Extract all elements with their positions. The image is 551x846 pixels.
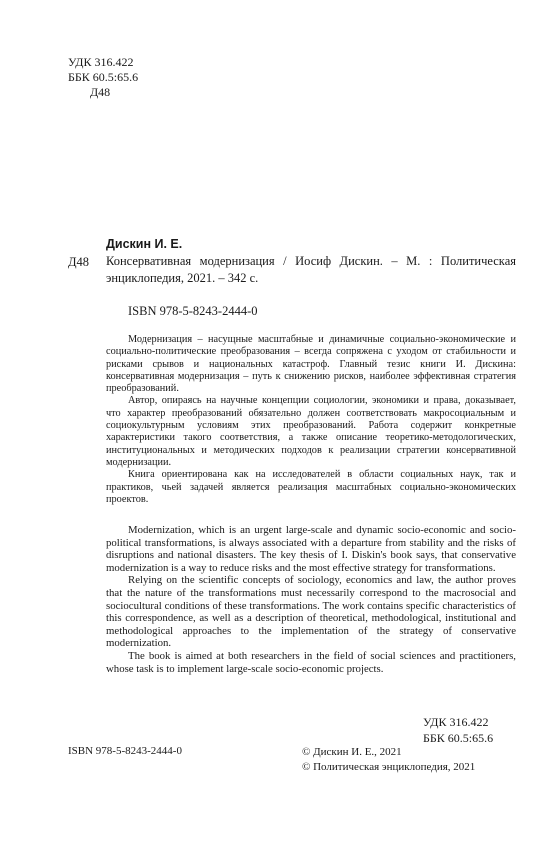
abstract-ru-paragraph: Книга ориентирована как на исследователей в области социальных наук, так и практиков, чьей задачей является реализация масштабных социально-экономических проектов. [106,469,516,505]
author-mark: Д48 [90,85,111,99]
abstract-en-paragraph: Modernization, which is an urgent large-scale and dynamic socio-economic and socio-political transformations, is always associated with a departure from stability and the risks of disruptions and national disasters. The key thesis of I. Diskin's book says, that conservative modernization is a way to reduce risks and the most effective strategy for transformations. [106,524,516,574]
copyright-block [302,745,475,775]
catalog-author-mark: Д48 [68,255,90,269]
udk-code: УДК 316.422 [68,55,134,69]
isbn-main: ISBN 978-5-8243-2444-0 [128,304,258,318]
abstract-english [106,524,516,675]
top-classification-codes [68,55,138,100]
bibliographic-entry [106,236,516,287]
author-name: Дискин И. Е. [106,237,183,251]
isbn-bottom: ISBN 978-5-8243-2444-0 [68,745,182,757]
bibliographic-description: Консервативная модернизация / Иосиф Дискин. – М. : Политическая энциклопедия, 2021. – 342 с. [106,254,516,285]
copyright-publisher: © Политическая энциклопедия, 2021 [302,761,476,773]
abstract-ru-paragraph: Модернизация – насущные масштабные и динамичные социально-экономические и социально-политические преобразования – всегда сопряжена с уходом от стабильности и рисками срывов и национальных катастроф. Главный тезис книги И. Дискина: консервативная модернизация – путь к снижению рисков, наиболее эффективная стратегия преобразований. [106,334,516,395]
abstract-ru-paragraph: Автор, опираясь на научные концепции социологии, экономики и права, доказывает, что характер преобразований обязательно должен соответствовать макросоциальным и социокультурным условиям этих преобразований. Работа содержит конкретные характеристики такого соответствия, а также описание теоретико-методологических, институциональных и методических подходов к реализации стратегии консервативной модернизации. [106,395,516,468]
abstract-russian [106,334,516,506]
udk-code-bottom: УДК 316.422 [423,715,489,729]
copyright-author: © Дискин И. Е., 2021 [302,746,402,758]
bottom-classification-codes [423,714,493,746]
bbk-code-bottom: ББК 60.5:65.6 [423,731,494,745]
abstract-en-paragraph: Relying on the scientific concepts of sociology, economics and law, the author proves that the nature of the transformations must necessarily correspond to the macrosocial and sociocultural conditions of these transformations. The work contains specific characteristics of this correspondence, as well as a description of theoretical, methodological, institutional and methodological approaches to the implementation of the strategy of conservative modernization. [106,574,516,650]
abstract-en-paragraph: The book is aimed at both researchers in the field of social sciences and practitioners, whose task is to implement large-scale socio-economic projects. [106,649,516,675]
bbk-code: ББК 60.5:65.6 [68,70,139,84]
